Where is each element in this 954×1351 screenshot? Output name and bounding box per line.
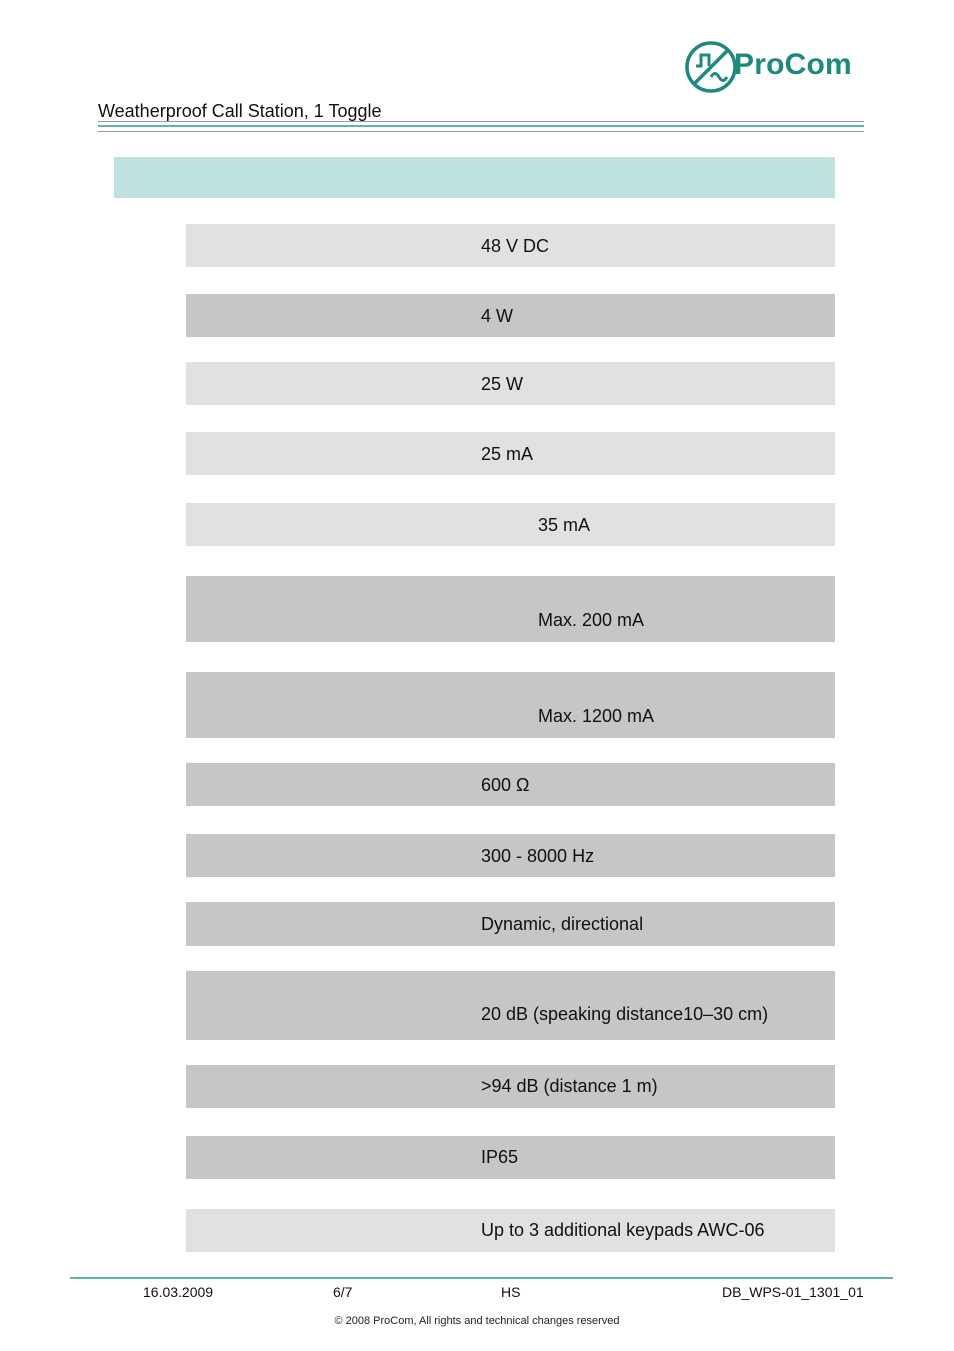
spec-value: 48 V DC	[481, 236, 550, 256]
spec-value: Max. 200 mA	[538, 610, 645, 630]
spec-value: 300 - 8000 Hz	[481, 846, 595, 866]
document-title: Weatherproof Call Station, 1 Toggle	[98, 101, 382, 121]
spec-value: Up to 3 additional keypads AWC-06	[481, 1220, 765, 1240]
spec-value: Dynamic, directional	[481, 914, 644, 934]
spec-row-5	[186, 503, 835, 546]
spec-row-9	[186, 834, 835, 877]
spec-row-6	[186, 576, 835, 642]
spec-row-7	[186, 672, 835, 738]
spec-value: Max. 1200 mA	[538, 706, 655, 726]
header-rule-2	[98, 125, 864, 127]
footer-rule	[70, 1277, 893, 1279]
header-rule-3	[98, 131, 864, 132]
spec-row-3	[186, 362, 835, 405]
spec-value: IP65	[481, 1147, 519, 1167]
footer-date: 16.03.2009	[143, 1284, 214, 1300]
footer-author: HS	[501, 1284, 521, 1300]
header-rule-1	[98, 121, 864, 122]
spec-row-13	[186, 1136, 835, 1179]
brand-name: ProCom	[734, 48, 852, 81]
footer-page-number: 6/7	[333, 1284, 353, 1300]
spec-row-11	[186, 971, 835, 1040]
spec-value: 35 mA	[538, 515, 591, 535]
section-header-band	[114, 157, 835, 198]
footer-document-id: DB_WPS-01_1301_01	[722, 1284, 864, 1300]
spec-row-2	[186, 294, 835, 337]
spec-row-4	[186, 432, 835, 475]
spec-value: 600 Ω	[481, 775, 530, 795]
spec-row-1	[186, 224, 835, 267]
spec-value: 25 mA	[481, 444, 534, 464]
procom-logo	[684, 40, 884, 94]
footer-copyright: © 2008 ProCom, All rights and technical changes reserved	[334, 1315, 620, 1327]
spec-row-12	[186, 1065, 835, 1108]
spec-value: 20 dB (speaking distance10–30 cm)	[481, 1004, 769, 1024]
spec-value: >94 dB (distance 1 m)	[481, 1076, 658, 1096]
spec-row-14	[186, 1209, 835, 1252]
spec-row-10	[186, 902, 835, 946]
procom-logo-icon	[684, 40, 738, 94]
spec-value: 4 W	[481, 306, 514, 326]
spec-value: 25 W	[481, 374, 524, 394]
spec-row-8	[186, 763, 835, 806]
